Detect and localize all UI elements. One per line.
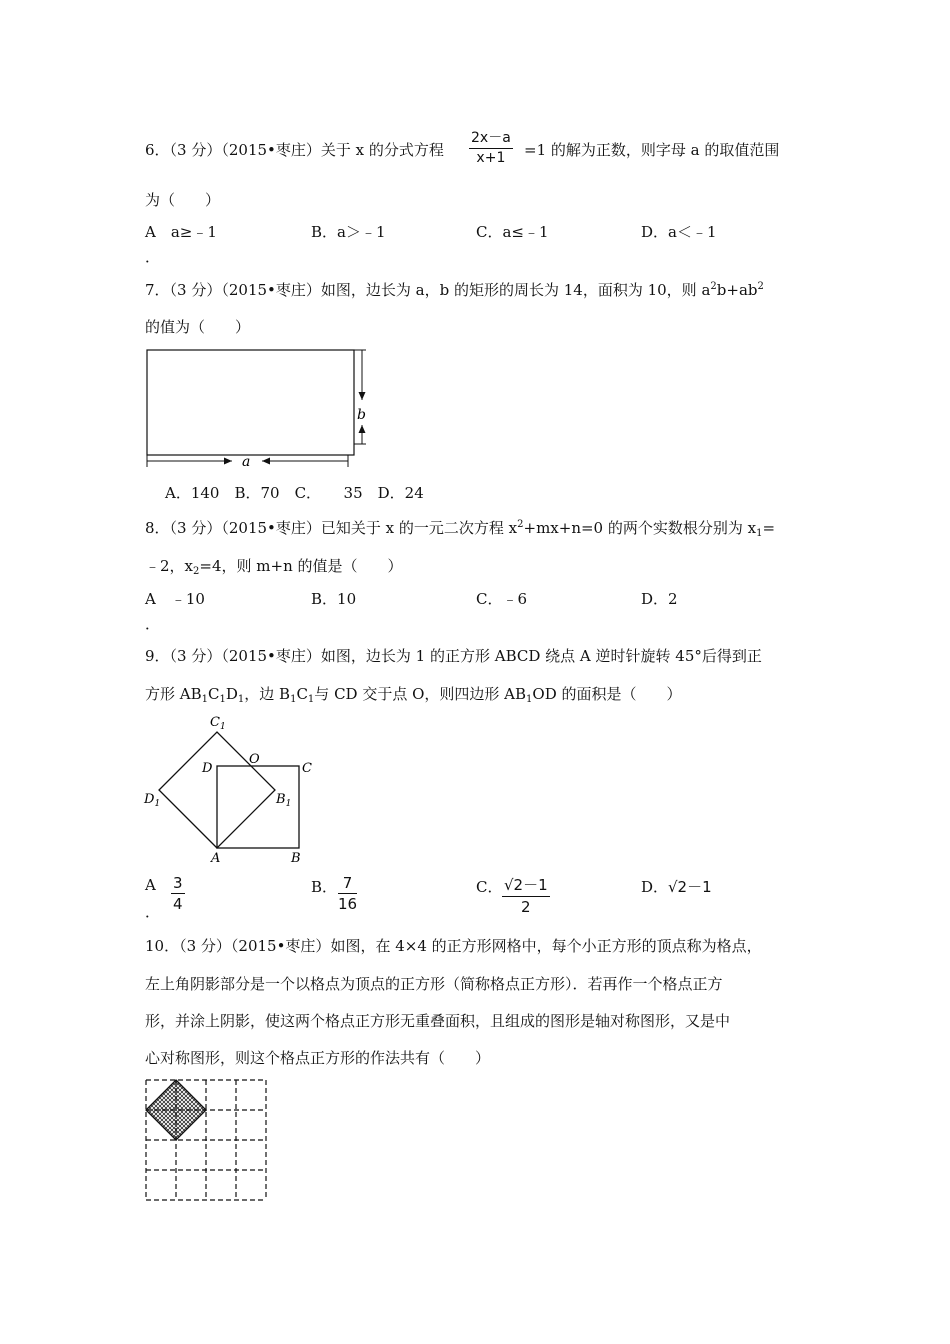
q9-label-o: O bbox=[249, 752, 260, 767]
q8-score: （3 分） bbox=[169, 519, 222, 537]
q9-option-d-label: D． bbox=[641, 878, 669, 896]
q9-rotated-square-figure bbox=[140, 710, 330, 870]
q9-option-c-fraction bbox=[502, 874, 550, 916]
q7-sup2: 2 bbox=[757, 281, 764, 292]
q9-sub: 1 bbox=[219, 694, 226, 705]
q9-option-c-label: C． bbox=[476, 878, 503, 896]
q9-option-a-num: 3 bbox=[173, 874, 183, 892]
q7-options: A．140 B．70 C． 35 D．24 bbox=[165, 484, 424, 502]
q6-frac-numerator: 2x－a bbox=[469, 127, 513, 149]
q7-label-b: b bbox=[357, 407, 366, 423]
q9-line2-b: C bbox=[208, 685, 220, 703]
q8-sub1: 1 bbox=[756, 528, 763, 539]
q9-line2-g: OD 的面积是（ ） bbox=[532, 685, 682, 703]
q9-line1 bbox=[145, 645, 762, 666]
q8-line2-b: =4，则 m+n 的值是（ ） bbox=[199, 557, 403, 575]
q6-option-d: D．a＜﹣1 bbox=[641, 223, 717, 241]
q9-label-c1: $C_1$ bbox=[210, 715, 226, 732]
q10-line4: 心对称图形，则这个格点正方形的作法共有（ ） bbox=[145, 1049, 491, 1067]
q8-option-a: A ﹣10 bbox=[145, 590, 205, 608]
q7-line1 bbox=[145, 279, 764, 300]
q9-label-c: C bbox=[302, 761, 312, 776]
q6-score: （3 分） bbox=[169, 141, 222, 159]
q9-option-b-fraction bbox=[338, 874, 357, 913]
q6-source: （2015•枣庄） bbox=[221, 141, 321, 159]
q10-line2: 左上角阴影部分是一个以格点为顶点的正方形（简称格点正方形）．若再作一个格点正方 bbox=[145, 975, 723, 993]
q9-line2-f: 与 CD 交于点 O，则四边形 AB bbox=[314, 685, 527, 703]
q6-line2: 为（ ） bbox=[145, 191, 221, 209]
q6-frac-denominator: x+1 bbox=[476, 150, 506, 166]
q8-source: （2015•枣庄） bbox=[221, 519, 321, 537]
q10-grid-figure bbox=[140, 1074, 275, 1209]
q10-score: （3 分） bbox=[179, 937, 231, 955]
q9-text: 如图，边长为 1 的正方形 ABCD 绕点 A 逆时针旋转 45°后得到正 bbox=[320, 647, 762, 665]
q7-source: （2015•枣庄） bbox=[221, 281, 321, 299]
q6-number: 6． bbox=[145, 141, 170, 159]
q9-line2-d: ，边 B bbox=[244, 685, 291, 703]
q7-rectangle-figure bbox=[140, 345, 375, 475]
q9-option-a-fraction bbox=[171, 874, 185, 913]
q10-source: （2015•枣庄） bbox=[230, 937, 331, 955]
q9-label-d1: $D_1$ bbox=[144, 792, 161, 809]
q9-label-d: D bbox=[202, 761, 213, 776]
q8-sup: 2 bbox=[517, 519, 524, 530]
q10-number: 10． bbox=[145, 937, 180, 955]
q9-label-b: B bbox=[291, 851, 301, 866]
q9-option-a-label: A bbox=[145, 876, 156, 894]
q7-sup: 2 bbox=[710, 281, 717, 292]
q7-number: 7． bbox=[145, 281, 170, 299]
q9-score: （3 分） bbox=[169, 647, 222, 665]
q8-option-b: B．10 bbox=[311, 590, 357, 608]
q8-text-c: = bbox=[762, 519, 776, 537]
q9-dot: ． bbox=[145, 903, 161, 921]
q6-dot: ． bbox=[145, 248, 161, 266]
q9-option-b-num: 7 bbox=[338, 874, 357, 894]
q7-text: 如图，边长为 a，b 的矩形的周长为 14，面积为 10，则 a bbox=[320, 281, 711, 299]
q6-line1-after: =1 的解为正数，则字母 a 的取值范围 bbox=[524, 141, 780, 159]
q9-number: 9． bbox=[145, 647, 170, 665]
q9-sub: 1 bbox=[290, 694, 297, 705]
q8-sub2: 2 bbox=[193, 566, 200, 577]
q7-label-a: a bbox=[242, 454, 251, 470]
q6-text: 关于 x 的分式方程 bbox=[320, 141, 444, 159]
q9-label-a: A bbox=[211, 851, 221, 866]
q9-option-c-den: 2 bbox=[521, 898, 531, 916]
q9-option-d-value: √2－1 bbox=[668, 878, 712, 896]
q6-option-a: A a≥﹣1 bbox=[145, 223, 217, 241]
q9-sub: 1 bbox=[237, 694, 245, 705]
q8-text: 已知关于 x 的一元二次方程 x bbox=[320, 519, 518, 537]
q7-score: （3 分） bbox=[169, 281, 222, 299]
q7-line2: 的值为（ ） bbox=[145, 318, 251, 336]
q8-line2 bbox=[145, 555, 403, 576]
q10-text: 如图，在 4×4 的正方形网格中，每个小正方形的顶点称为格点， bbox=[330, 937, 762, 955]
q7-text-b: b+ab bbox=[716, 281, 758, 299]
q9-option-b-label: B． bbox=[311, 878, 338, 896]
q9-option-b-den: 16 bbox=[338, 895, 358, 913]
q9-label-b1: $B_1$ bbox=[276, 792, 292, 809]
q8-option-c: C．﹣6 bbox=[476, 590, 528, 608]
q9-line2-c: D bbox=[225, 685, 238, 703]
q9-line2-a: 方形 AB bbox=[145, 685, 202, 703]
q9-line2 bbox=[145, 683, 682, 704]
q10-line3: 形，并涂上阴影，使这两个格点正方形无重叠面积，且组成的图形是轴对称图形，又是中 bbox=[145, 1012, 731, 1030]
q9-line2-e: C bbox=[296, 685, 308, 703]
q10-shaded-square bbox=[146, 1080, 206, 1140]
q8-text-b: +mx+n=0 的两个实数根分别为 x bbox=[523, 519, 757, 537]
q8-dot: ． bbox=[145, 615, 161, 633]
q9-source: （2015•枣庄） bbox=[221, 647, 321, 665]
q9-option-c-num: √2－1 bbox=[502, 874, 550, 897]
q8-line2-a: ﹣2，x bbox=[145, 557, 194, 575]
q7-rectangle bbox=[147, 350, 354, 455]
q9-sub: 1 bbox=[201, 694, 208, 705]
q6-option-c: C．a≤﹣1 bbox=[476, 223, 549, 241]
q8-line1 bbox=[145, 517, 775, 538]
q6-line1 bbox=[145, 139, 444, 160]
q8-number: 8． bbox=[145, 519, 170, 537]
q9-sub: 1 bbox=[307, 694, 315, 705]
q9-option-a-den: 4 bbox=[173, 895, 183, 913]
q6-fraction bbox=[469, 127, 513, 166]
q8-option-d: D．2 bbox=[641, 590, 678, 608]
q10-line1 bbox=[145, 935, 762, 956]
q6-option-b: B．a＞﹣1 bbox=[311, 223, 386, 241]
q9-sub: 1 bbox=[526, 694, 533, 705]
